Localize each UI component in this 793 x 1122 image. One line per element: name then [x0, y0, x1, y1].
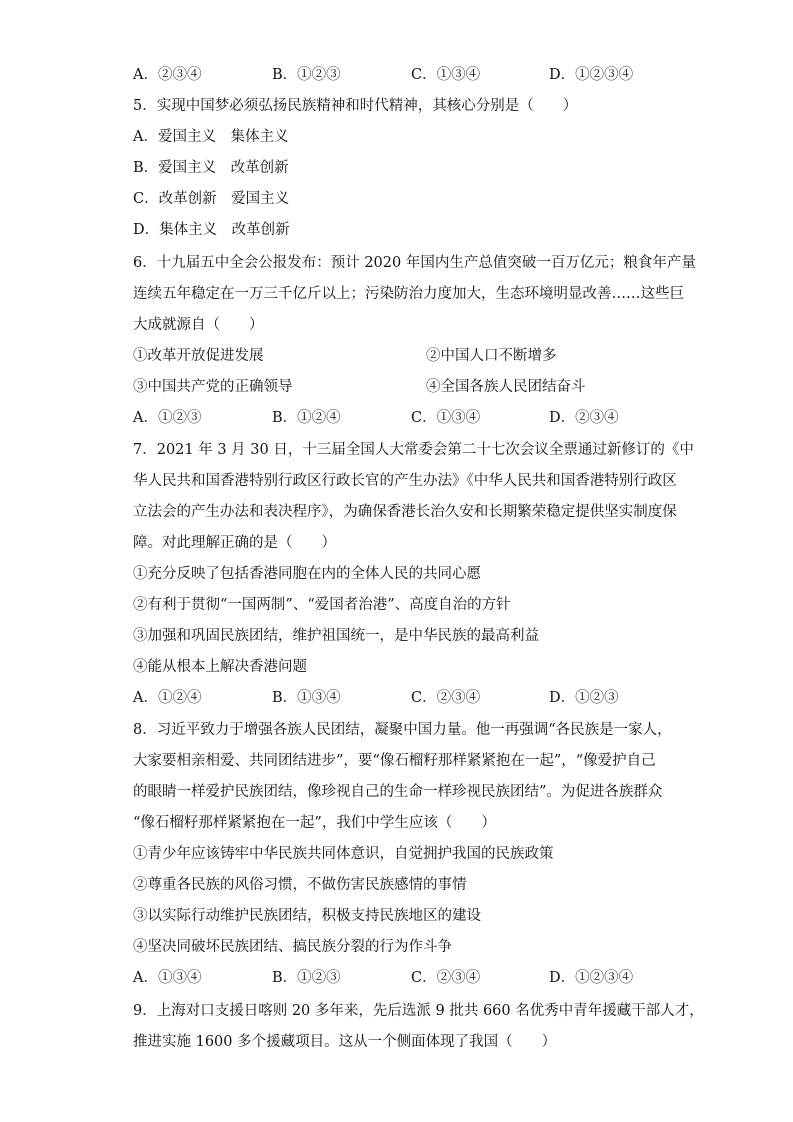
q7-statement-3: ③加强和巩固民族团结，维护祖国统一，是中华民族的最高利益	[133, 628, 539, 644]
q5-choice-c[interactable]: C．改革创新 爱国主义	[133, 191, 290, 207]
q6-stem-line: 大成就源自（ ）	[133, 317, 264, 333]
q5-choice-a[interactable]: A．爱国主义 集体主义	[133, 129, 289, 145]
q7-options	[133, 688, 653, 708]
q6-statement-3: ③中国共产党的正确领导	[133, 379, 293, 395]
q6-statement-2: ②中国人口不断增多	[426, 348, 557, 364]
q8-option-b[interactable]: B．①②③	[272, 970, 341, 986]
q6-stem-line: 连续五年稳定在一万三千亿斤以上；污染防治力度加大，生态环境明显改善……这些巨	[133, 286, 684, 302]
q8-option-d[interactable]: D．①②③④	[549, 970, 634, 986]
q4-option-a[interactable]: A．②③④	[133, 67, 202, 83]
q6-options	[133, 408, 653, 428]
q8-stem-line: 8．习近平致力于增强各族人民团结，凝聚中国力量。他一再强调“各民族是一家人，	[133, 722, 672, 738]
q4-option-c[interactable]: C．①③④	[411, 67, 481, 83]
q7-option-b[interactable]: B．①③④	[272, 690, 341, 706]
q7-statement-1: ①充分反映了包括香港同胞在内的全体人民的共同心愿	[133, 566, 481, 582]
q5-stem: 5．实现中国梦必须弘扬民族精神和时代精神，其核心分别是（ ）	[133, 98, 578, 114]
q5-choice-d[interactable]: D．集体主义 改革创新	[133, 222, 290, 238]
q4-option-d[interactable]: D．①②③④	[549, 67, 634, 83]
q7-stem-line: 7．2021 年 3 月 30 日，十三届全国人大常委会第二十七次会议全票通过新修订的《中	[133, 442, 694, 458]
q9-stem-line: 9．上海对口支援日喀则 20 多年来，先后选派 9 批共 660 名优秀中青年援藏干部人才，	[133, 1003, 704, 1019]
q7-option-c[interactable]: C．②③④	[411, 690, 481, 706]
q6-statements-row-2	[133, 377, 653, 397]
q8-statement-4: ④坚决同破坏民族团结、搞民族分裂的行为作斗争	[133, 939, 452, 955]
q8-option-c[interactable]: C．②③④	[411, 970, 481, 986]
q4-options	[133, 65, 653, 85]
q6-stem-line: 6．十九届五中全会公报发布：预计 2020 年国内生产总值突破一百万亿元；粮食年产量	[133, 255, 696, 271]
q6-option-b[interactable]: B．①②④	[272, 410, 341, 426]
q7-stem-line: 华人民共和国香港特别行政区行政长官的产生办法》《中华人民共和国香港特别行政区	[133, 473, 677, 489]
q6-option-d[interactable]: D．②③④	[549, 410, 619, 426]
q8-statement-2: ②尊重各民族的风俗习惯，不做伤害民族感情的事情	[133, 877, 467, 893]
q8-stem-line: “像石榴籽那样紧紧抱在一起”，我们中学生应该（ ）	[133, 815, 496, 831]
q6-statement-4: ④全国各族人民团结奋斗	[426, 379, 586, 395]
q7-stem-line: 障。对此理解正确的是（ ）	[133, 535, 336, 551]
q7-stem-line: 立法会的产生办法和表决程序》，为确保香港长治久安和长期繁荣稳定提供坚实制度保	[133, 504, 677, 520]
q8-stem-line: 的眼睛一样爱护民族团结，像珍视自己的生命一样珍视民族团结”。为促进各族群众	[133, 784, 663, 800]
q8-statement-3: ③以实际行动维护民族团结，积极支持民族地区的建设	[133, 908, 481, 924]
q8-statement-1: ①青少年应该铸牢中华民族共同体意识，自觉拥护我国的民族政策	[133, 846, 554, 862]
q5-choice-b[interactable]: B．爱国主义 改革创新	[133, 160, 289, 176]
q7-statement-4: ④能从根本上解决香港问题	[133, 659, 307, 675]
q8-option-a[interactable]: A．①③④	[133, 970, 202, 986]
q6-option-a[interactable]: A．①②③	[133, 410, 202, 426]
q4-option-b[interactable]: B．①②③	[272, 67, 341, 83]
q8-stem-line: 大家要相亲相爱、共同团结进步”，要“像石榴籽那样紧紧抱在一起”，“像爱护自己	[133, 753, 656, 769]
q6-option-c[interactable]: C．①③④	[411, 410, 481, 426]
q7-statement-2: ②有利于贯彻“一国两制”、“爱国者治港”、高度自治的方针	[133, 597, 511, 613]
q8-options	[133, 968, 653, 988]
q9-stem-line: 推进实施 1600 多个援藏项目。这从一个侧面体现了我国（ ）	[133, 1034, 557, 1050]
q6-statements-row-1	[133, 346, 653, 366]
q6-statement-1: ①改革开放促进发展	[133, 348, 264, 364]
q7-option-a[interactable]: A．①②④	[133, 690, 202, 706]
q7-option-d[interactable]: D．①②③	[549, 690, 619, 706]
